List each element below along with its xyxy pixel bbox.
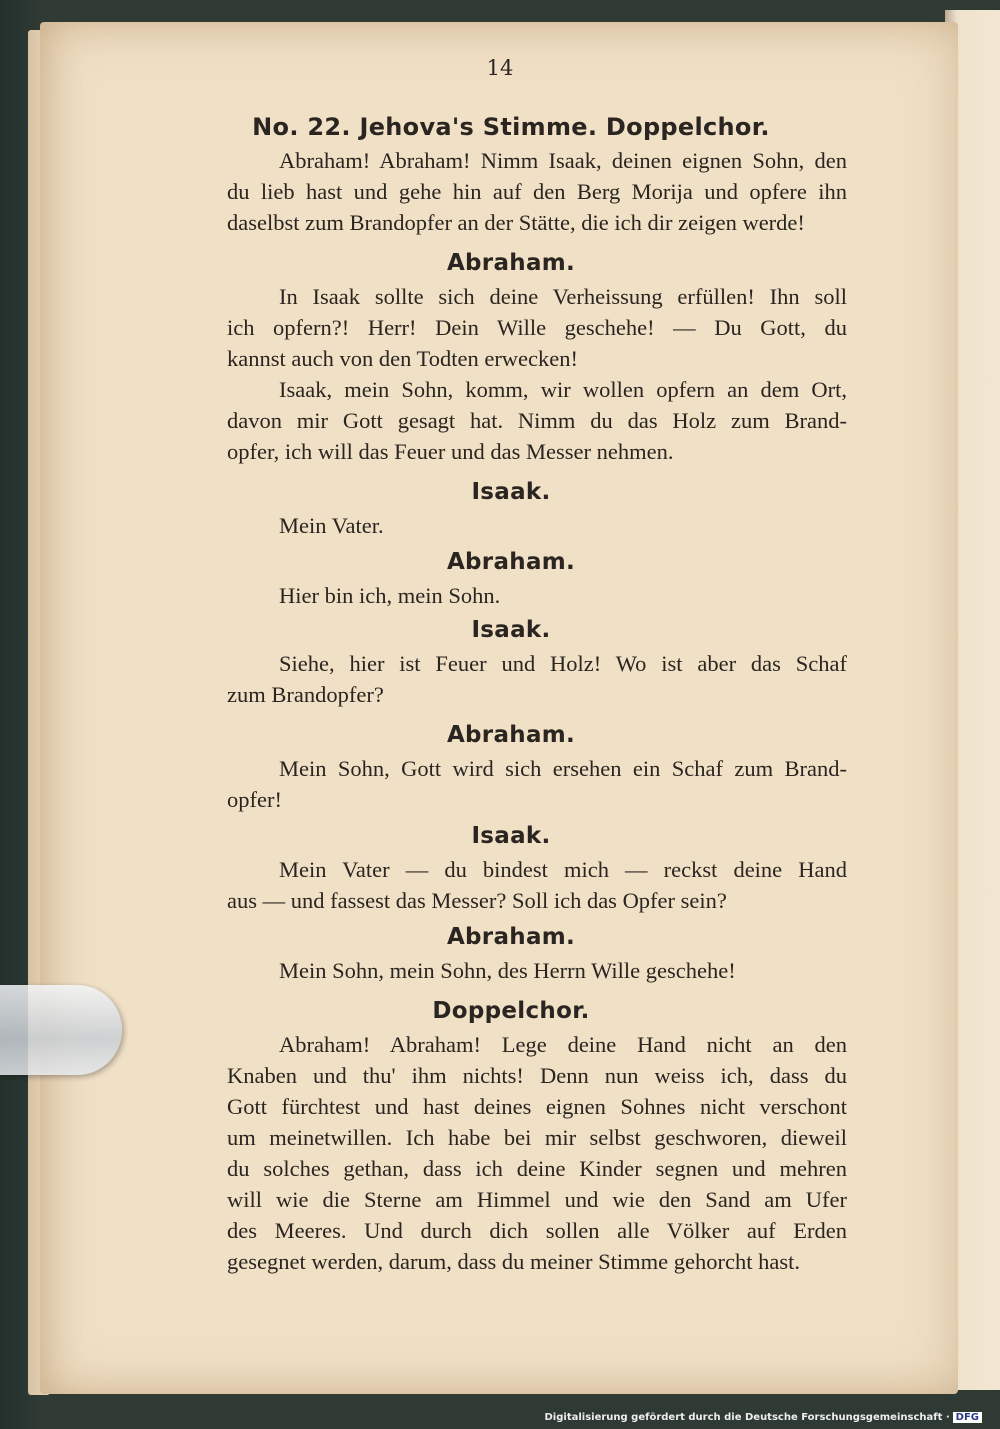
text-line: aus — und fassest das Messer? Soll ich das Opfer sein? bbox=[227, 888, 727, 913]
paragraph bbox=[175, 374, 847, 467]
text-line: du lieb hast und gehe hin auf den Berg Morija und opfere ihn bbox=[227, 179, 847, 204]
text-line: opfer, ich will das Feuer und das Messer nehmen. bbox=[227, 439, 674, 464]
text-line: In Isaak sollte sich deine Verheissung erfüllen! Ihn soll bbox=[279, 284, 847, 309]
paragraph bbox=[175, 1029, 847, 1277]
text-line: Siehe, hier ist Feuer und Holz! Wo ist aber das Schaf bbox=[279, 651, 847, 676]
text-line: Isaak, mein Sohn, komm, wir wollen opfern an dem Ort, bbox=[279, 377, 847, 402]
paragraph bbox=[175, 753, 847, 815]
paragraph bbox=[175, 648, 847, 710]
text-line: Mein Vater. bbox=[279, 513, 384, 538]
text-line: ich opfern?! Herr! Dein Wille geschehe! — Du Gott, du bbox=[227, 315, 847, 340]
dfg-logo: DFG bbox=[953, 1412, 982, 1423]
paragraph bbox=[175, 281, 847, 374]
text-line: opfer! bbox=[227, 787, 282, 812]
section-title: No. 22. Jehova's Stimme. Doppelchor. bbox=[252, 113, 770, 141]
speaker-heading: Doppelchor. bbox=[432, 998, 590, 1024]
text-line: Mein Sohn, Gott wird sich ersehen ein Schaf zum Brand- bbox=[279, 756, 847, 781]
speaker-heading: Isaak. bbox=[471, 823, 551, 849]
footer-credit bbox=[545, 1412, 983, 1423]
speaker-heading: Isaak. bbox=[471, 479, 551, 505]
paragraph bbox=[175, 145, 847, 238]
text-line: um meinetwillen. Ich habe bei mir selbst geschworen, dieweil bbox=[227, 1125, 847, 1150]
speaker-heading: Isaak. bbox=[471, 617, 551, 643]
paragraph bbox=[175, 854, 847, 916]
paragraph bbox=[175, 580, 847, 611]
text-line: du solches gethan, dass ich deine Kinder segnen und mehren bbox=[227, 1156, 847, 1181]
speaker-heading: Abraham. bbox=[446, 250, 576, 276]
page-text bbox=[175, 112, 847, 1277]
text-line: gesegnet werden, darum, dass du meiner Stimme gehorcht hast. bbox=[227, 1249, 800, 1274]
paragraph bbox=[175, 510, 847, 541]
text-line: Abraham! Abraham! Nimm Isaak, deinen eignen Sohn, den bbox=[279, 148, 847, 173]
text-line: Mein Sohn, mein Sohn, des Herrn Wille geschehe! bbox=[279, 958, 736, 983]
speaker-heading: Abraham. bbox=[446, 722, 576, 748]
page-number: 14 bbox=[486, 56, 514, 80]
text-line: Mein Vater — du bindest mich — reckst deine Hand bbox=[279, 857, 847, 882]
text-line: des Meeres. Und durch dich sollen alle Völker auf Erden bbox=[227, 1218, 847, 1243]
text-line: davon mir Gott gesagt hat. Nimm du das Holz zum Brand- bbox=[227, 408, 847, 433]
text-line: daselbst zum Brandopfer an der Stätte, die ich dir zeigen werde! bbox=[227, 210, 805, 235]
speaker-heading: Abraham. bbox=[446, 924, 576, 950]
text-line: Hier bin ich, mein Sohn. bbox=[279, 583, 501, 608]
text-line: Abraham! Abraham! Lege deine Hand nicht an den bbox=[279, 1032, 847, 1057]
text-line: kannst auch von den Todten erwecken! bbox=[227, 346, 579, 371]
speaker-heading: Abraham. bbox=[446, 549, 576, 575]
text-line: Knaben und thu' ihm nichts! Denn nun weiss ich, dass du bbox=[227, 1063, 847, 1088]
footer-text: Digitalisierung gefördert durch die Deutsche Forschungsgemeinschaft · bbox=[544, 1412, 950, 1423]
text-line: zum Brandopfer? bbox=[227, 682, 384, 707]
paragraph bbox=[175, 955, 847, 986]
page-clip-tab bbox=[0, 985, 122, 1075]
text-line: will wie die Sterne am Himmel und wie den Sand am Ufer bbox=[227, 1187, 847, 1212]
text-line: Gott fürchtest und hast deines eignen Sohnes nicht verschont bbox=[227, 1094, 847, 1119]
